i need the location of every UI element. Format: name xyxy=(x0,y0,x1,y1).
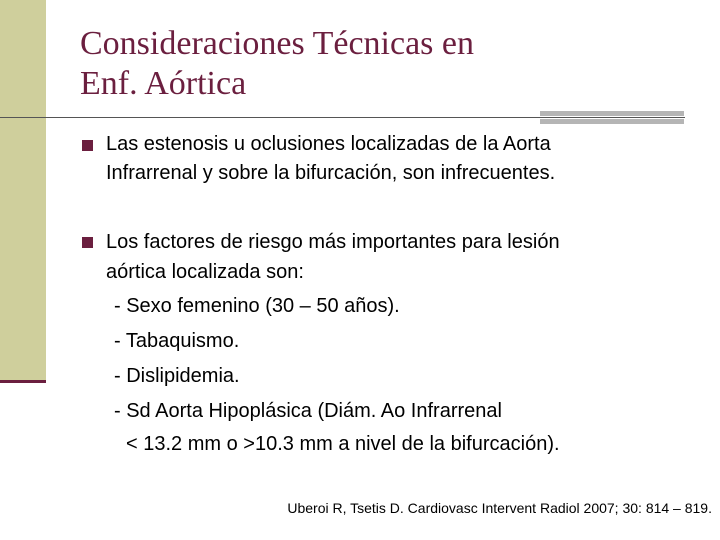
bullet-2-line-1: Los factores de riesgo más importantes para lesión xyxy=(106,231,560,253)
title-divider xyxy=(0,117,685,118)
title-line-2: Enf. Aórtica xyxy=(80,65,247,102)
bullet-1-line-2: Infrarrenal y sobre la bifurcación, son infrecuentes. xyxy=(106,162,556,184)
reference-citation: Uberoi R, Tsetis D. Cardiovasc Intervent Radiol 2007; 30: 814 – 819. xyxy=(287,500,712,516)
risk-item-dislipidemia: - Dislipidemia. xyxy=(114,365,240,387)
risk-item-sexo: - Sexo femenino (30 – 50 años). xyxy=(114,295,400,317)
bullet-square-icon xyxy=(82,140,93,151)
sidebar-decoration xyxy=(0,0,46,382)
divider-accent-bottom xyxy=(540,119,684,124)
bullet-2-line-2: aórtica localizada son: xyxy=(106,261,304,283)
risk-item-tabaquismo: - Tabaquismo. xyxy=(114,330,240,352)
risk-item-aorta-hipoplasica-cont: < 13.2 mm o >10.3 mm a nivel de la bifurcación). xyxy=(126,433,560,455)
sidebar-edge-line xyxy=(0,380,46,383)
title-line-1: Consideraciones Técnicas en xyxy=(80,25,475,62)
divider-accent-top xyxy=(540,111,684,116)
bullet-1-line-1: Las estenosis u oclusiones localizadas de la Aorta xyxy=(106,133,551,155)
slide-title xyxy=(80,24,680,104)
risk-item-aorta-hipoplasica: - Sd Aorta Hipoplásica (Diám. Ao Infrarrenal xyxy=(114,400,502,422)
bullet-square-icon xyxy=(82,237,93,248)
